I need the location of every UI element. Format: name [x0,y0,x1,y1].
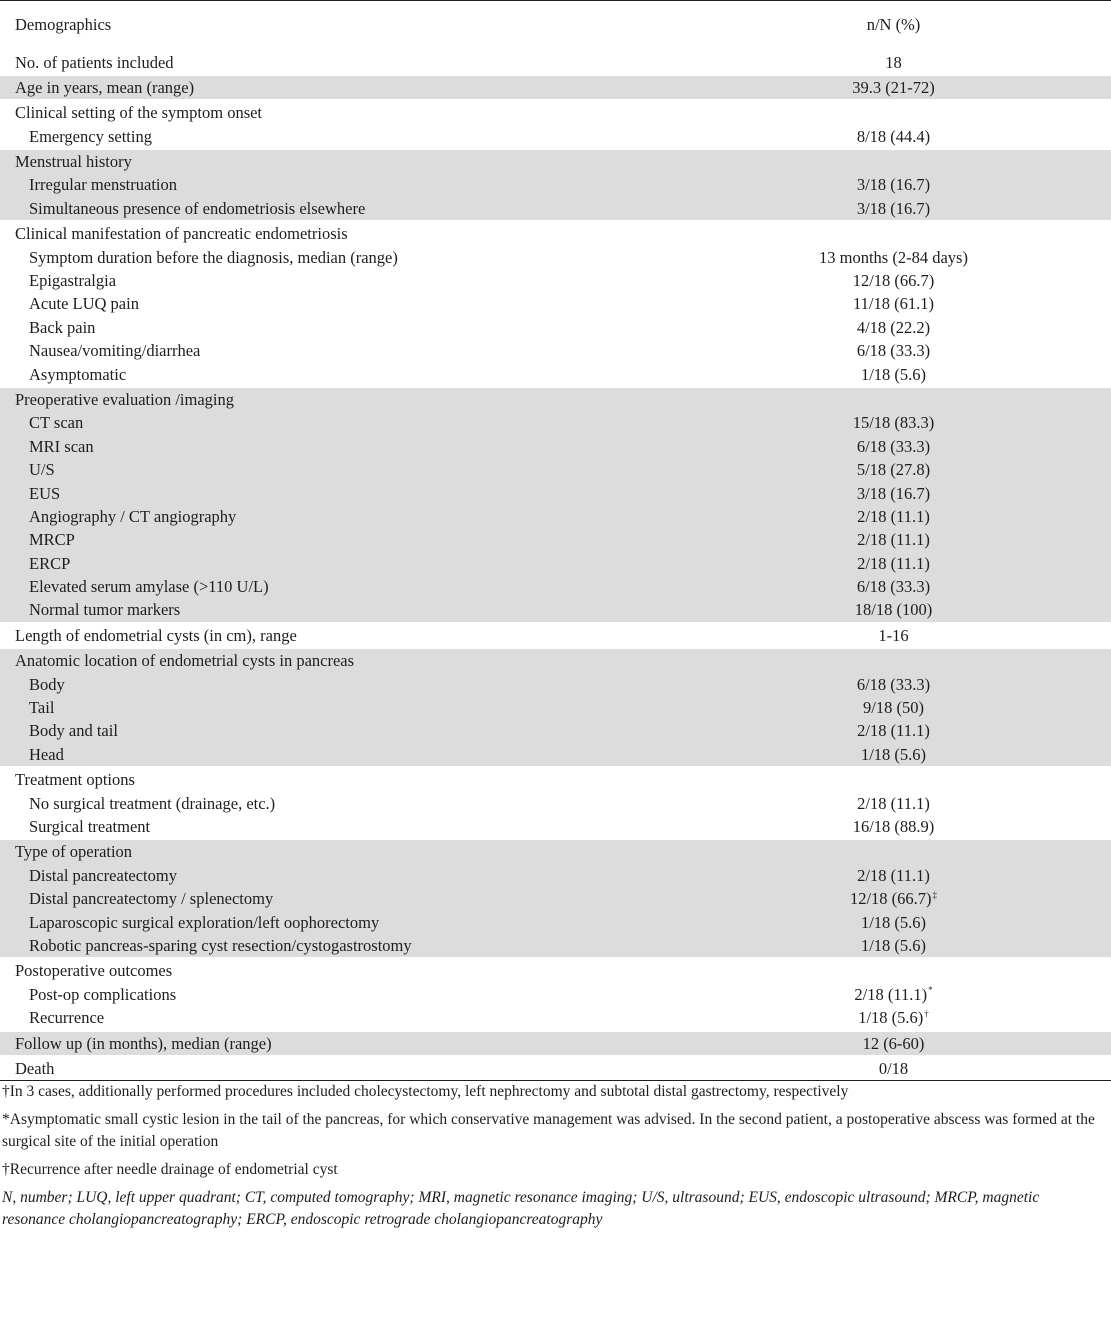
row-value [676,125,1111,148]
value-cell [676,1031,1111,1056]
value-text: 5/18 (27.8) [856,460,931,480]
row-label-sub: Simultaneous presence of endometriosis elsewhere [29,198,366,218]
value-text: 4/18 (22.2) [856,317,931,337]
row-label-sub: Distal pancreatectomy / splenectomy [29,889,274,909]
row-label: Length of endometrial cysts (in cm), range [15,625,297,645]
value-text: 15/18 (83.3) [852,413,935,433]
row-label-sub: Elevated serum amylase (>110 U/L) [29,577,269,597]
label-cell [0,839,676,958]
value-cell [676,839,1111,958]
value-text: 1/18 (5.6) [858,1008,924,1028]
value-text: 2/18 (11.1) [857,721,930,741]
value-text: 1/18 (5.6) [860,744,927,764]
value-text: 12 (6-60) [862,1033,925,1053]
footnote-mark: ‡ [932,889,938,900]
value-cell [676,50,1111,75]
row-value [676,840,1111,863]
row-label-sub: Robotic pancreas-sparing cyst resection/cystogastrostomy [29,935,412,955]
row-value [676,222,1111,245]
table-row-group [0,623,1111,648]
header-nn-percent: n/N (%) [866,14,921,34]
row-value [676,76,1111,99]
row-label-sub: Post-op complications [29,984,177,1004]
row-value [676,864,1111,887]
row-value [676,458,1111,481]
table-row-group [0,648,1111,767]
row-label: Clinical manifestation of pancreatic endometriosis [15,224,348,244]
value-text: 3/18 (16.7) [856,175,931,195]
row-label-sub: Recurrence [29,1008,105,1028]
row-label-sub: Distal pancreatectomy [29,865,177,885]
label-cell [0,958,676,1030]
row-label-sub: Tail [29,698,55,718]
value-text: 6/18 (33.3) [856,674,931,694]
footnote: *Asymptomatic small cystic lesion in the tail of the pancreas, for which conservative management was advised. In the second patient, a postoperative abscess was formed at the surgical site of the initial operation [2,1111,1095,1151]
table-body [0,50,1111,1081]
label-cell [0,1031,676,1056]
value-text: 0/18 [878,1058,909,1078]
row-value [676,792,1111,815]
label-cell [0,1056,676,1081]
row-label-sub: Nausea/vomiting/diarrhea [29,341,201,361]
value-text: 2/18 (11.1) [854,984,928,1004]
label-cell [0,149,676,221]
row-label-sub: Laparoscopic surgical exploration/left oophorectomy [29,912,380,932]
row-value [676,743,1111,766]
row-label-sub: Symptom duration before the diagnosis, median (range) [29,247,398,267]
row-label: Preoperative evaluation /imaging [15,389,235,409]
row-label-sub: Acute LUQ pain [29,294,139,314]
row-value [676,719,1111,742]
row-label: Death [15,1058,55,1078]
label-cell [0,100,676,149]
label-cell [0,387,676,623]
row-value [676,101,1111,124]
row-label: Postoperative outcomes [15,961,173,981]
row-value [676,411,1111,434]
row-label-sub: MRI scan [29,436,94,456]
row-label: Menstrual history [15,152,132,172]
value-cell [676,1056,1111,1081]
value-text: 2/18 (11.1) [857,793,930,813]
value-cell [676,75,1111,100]
value-text: 6/18 (33.3) [856,436,931,456]
value-cell [676,221,1111,387]
row-value [676,269,1111,292]
table-row-group [0,387,1111,623]
row-label-sub: Back pain [29,317,96,337]
row-label-sub: No surgical treatment (drainage, etc.) [29,793,276,813]
value-text: 6/18 (33.3) [856,341,931,361]
value-text: 1/18 (5.6) [860,912,927,932]
row-label: Clinical setting of the symptom onset [15,103,263,123]
table-row-group [0,100,1111,149]
value-text: 2/18 (11.1) [857,506,930,526]
row-value [676,197,1111,220]
value-text: 1-16 [878,625,909,645]
row-label: Treatment options [15,770,135,790]
value-cell [676,648,1111,767]
value-text: 16/18 (88.9) [852,817,935,836]
row-value [676,911,1111,934]
value-text: 9/18 (50) [863,698,924,718]
row-label: Type of operation [15,842,133,862]
row-value [676,173,1111,196]
value-text: 18 [885,52,902,72]
row-value [676,150,1111,173]
label-cell [0,221,676,387]
table-row-group [0,767,1111,839]
value-text: 11/18 (61.1) [853,294,934,314]
row-value [676,51,1111,74]
value-text: 2/18 (11.1) [857,530,930,550]
row-value [676,388,1111,411]
row-label-sub: Angiography / CT angiography [29,506,237,526]
footnote-mark: † [924,1008,929,1019]
label-cell [0,648,676,767]
row-label-sub: MRCP [29,530,75,550]
row-value [676,552,1111,575]
value-text: 8/18 (44.4) [856,126,931,146]
row-value [676,983,1111,1006]
row-value [676,1032,1111,1055]
table-header [0,1,1111,50]
row-value [676,598,1111,621]
row-value [676,768,1111,791]
value-text: 6/18 (33.3) [856,577,931,597]
value-text: 1/18 (5.6) [860,935,927,955]
row-label-sub: Epigastralgia [29,271,117,291]
footnote: †In 3 cases, additionally performed procedures included cholecystectomy, left nephrectomy and subtotal distal gastrectomy, respectively [2,1083,849,1101]
row-value [676,435,1111,458]
row-label-sub: Surgical treatment [29,817,151,836]
table-row-group [0,1056,1111,1081]
row-value [676,505,1111,528]
row-value [676,316,1111,339]
table-row-group [0,1031,1111,1056]
row-label-sub: U/S [29,460,55,480]
row-value [676,339,1111,362]
table-footnotes [0,1081,1111,1231]
table-row-group [0,149,1111,221]
row-value [676,624,1111,647]
row-label-sub: EUS [29,483,61,503]
row-label-sub: Irregular menstruation [29,175,177,195]
value-text: 39.3 (21-72) [852,77,935,97]
value-text: 3/18 (16.7) [856,198,931,218]
value-cell [676,767,1111,839]
row-value [676,959,1111,982]
table-row-group [0,75,1111,100]
row-label-sub: Normal tumor markers [29,600,181,620]
row-label-sub: CT scan [29,413,84,433]
header-demographics: Demographics [15,14,112,34]
label-cell [0,75,676,100]
row-value [676,887,1111,910]
value-text: 12/18 (66.7) [852,271,935,291]
row-value [676,246,1111,269]
row-label-sub: Head [29,744,64,764]
table-row-group [0,221,1111,387]
row-label: Anatomic location of endometrial cysts in pancreas [15,651,355,671]
row-value [676,363,1111,386]
table-row-group [0,958,1111,1030]
row-value [676,673,1111,696]
row-label-sub: Body [29,674,65,694]
value-text: 18/18 (100) [854,600,933,620]
value-text: 1/18 (5.6) [860,364,927,384]
value-text: 13 months (2-84 days) [819,247,968,267]
value-text: 2/18 (11.1) [857,553,930,573]
value-cell [676,149,1111,221]
footnote-mark: * [928,985,933,996]
value-text: 12/18 (66.7) [849,889,932,909]
row-value [676,649,1111,672]
table-row-group [0,839,1111,958]
row-label: Follow up (in months), median (range) [15,1033,272,1053]
footnote: †Recurrence after needle drainage of endometrial cyst [2,1161,338,1179]
value-text: 2/18 (11.1) [857,865,930,885]
row-label-sub: Emergency setting [29,126,152,146]
abbreviations-note: N, number; LUQ, left upper quadrant; CT, computed tomography; MRI, magnetic resonance imaging; U/S, ultrasound; EUS, endoscopic ultrasound; MRCP, magnetic resonance cholangiopancreatography; ERCP, endoscopic retrograde cholangiopancreatography [2,1189,1040,1229]
label-cell [0,623,676,648]
row-label-sub: Body and tail [29,721,118,741]
table-row-group [0,50,1111,75]
row-value [676,528,1111,551]
row-label: No. of patients included [15,52,174,72]
label-cell [0,50,676,75]
label-cell [0,767,676,839]
value-cell [676,958,1111,1030]
value-text: 3/18 (16.7) [856,483,931,503]
row-value [676,482,1111,505]
value-cell [676,387,1111,623]
row-value [676,934,1111,957]
row-value [676,575,1111,598]
value-cell [676,623,1111,648]
row-label-sub: ERCP [29,553,71,573]
row-value [676,1057,1111,1080]
row-value [676,292,1111,315]
row-value [676,696,1111,719]
row-value [676,1006,1111,1029]
row-value [676,815,1111,838]
row-label: Age in years, mean (range) [15,77,195,97]
row-label-sub: Asymptomatic [29,364,127,384]
header-row [0,1,1111,50]
value-cell [676,100,1111,149]
